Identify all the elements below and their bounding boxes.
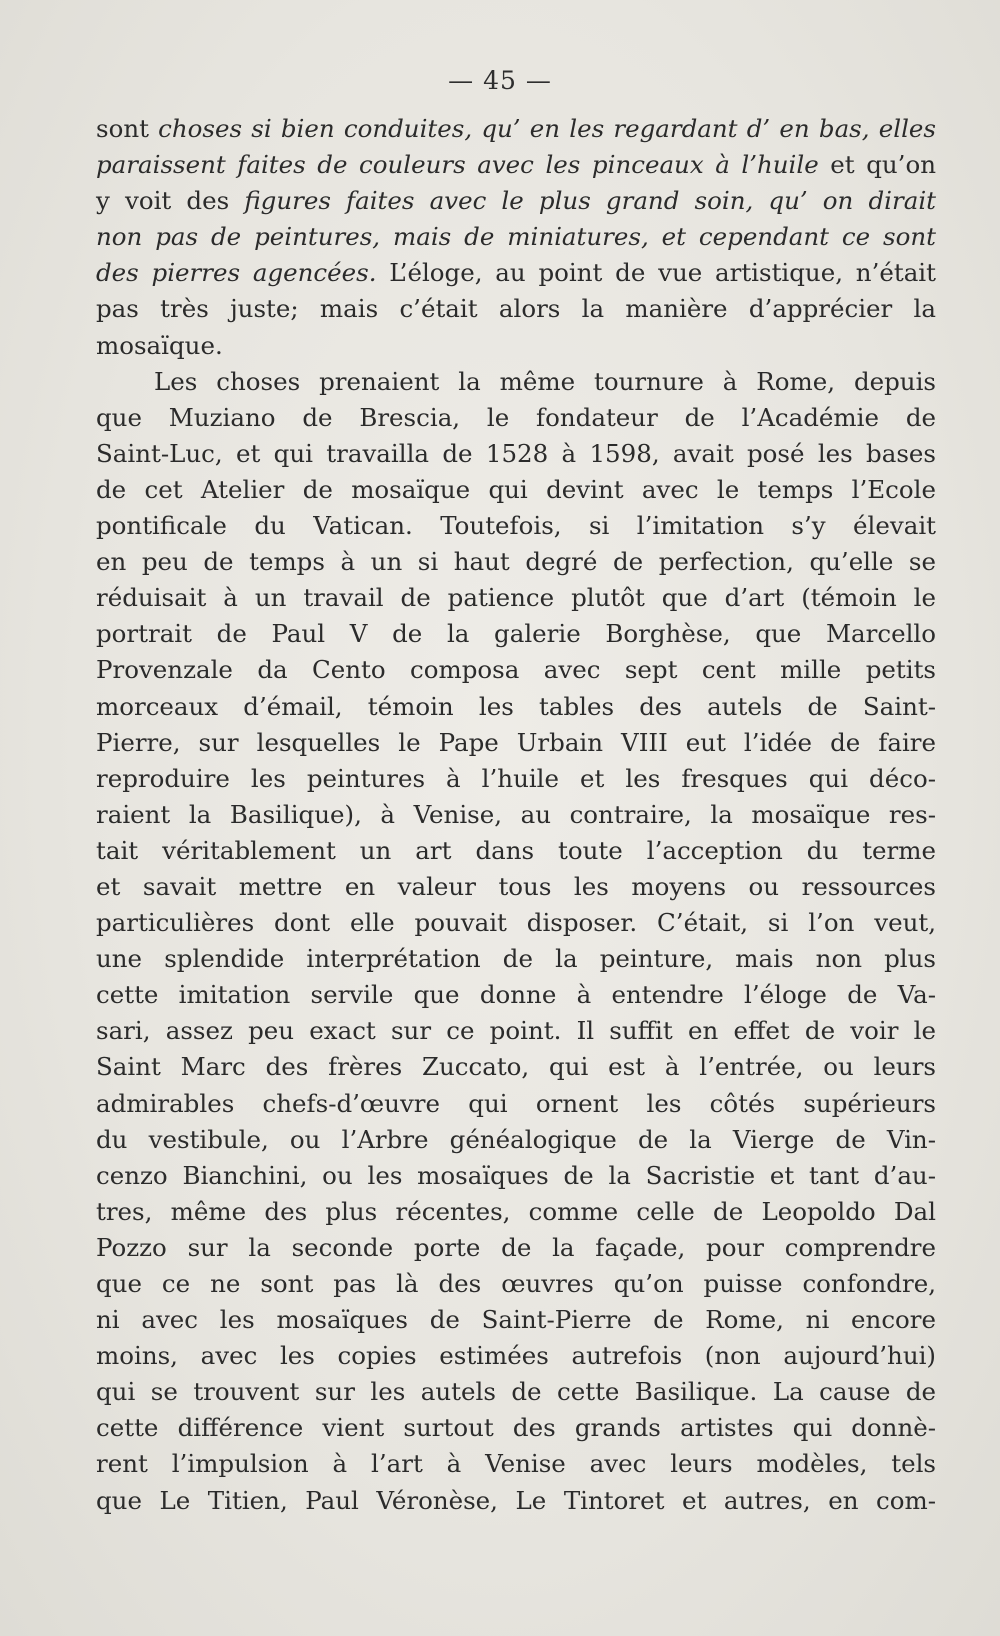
text-segment: moins, avec les copies estimées autrefois (non aujourd’hui)	[96, 1341, 936, 1371]
text-segment: admirables chefs-d’œuvre qui ornent les côtés supérieurs	[96, 1088, 936, 1118]
text-segment: que ce ne sont pas là des œuvres qu’on puisse confondre,	[96, 1269, 936, 1298]
text-segment: Provenzale da Cento composa avec sept cent mille petits	[96, 655, 936, 685]
page-number: — 45 —	[448, 66, 552, 95]
text-line	[96, 869, 936, 905]
text-line	[96, 1446, 936, 1482]
text-segment: que Le Titien, Paul Véronèse, Le Tintoret et autres, en com-	[96, 1485, 936, 1515]
text-line	[96, 147, 936, 183]
text-line	[96, 436, 936, 472]
italic-text-segment: non pas de peintures, mais de miniatures, et cependant ce sont	[96, 222, 936, 252]
text-segment: tres, même des plus récentes, comme celle de Leopoldo Dal	[96, 1196, 936, 1226]
text-segment: Saint Marc des frères Zuccato, qui est à l’entrée, ou leurs	[96, 1052, 936, 1082]
text-segment: Les choses prenaient la même tournure à Rome, depuis	[154, 366, 936, 396]
text-line	[96, 1086, 936, 1122]
italic-text-segment: paraissent faites de couleurs avec les pinceaux à l’huile	[96, 150, 819, 180]
text-line	[96, 328, 936, 364]
text-segment: du vestibule, ou l’Arbre généalogique de la Vierge de Vin-	[96, 1124, 936, 1154]
text-line	[96, 472, 936, 508]
text-line	[96, 689, 936, 725]
text-segment: tait véritablement un art dans toute l’acception du terme	[96, 835, 936, 865]
text-line	[96, 905, 936, 941]
text-segment: en peu de temps à un si haut degré de perfection, qu’elle se	[96, 547, 936, 577]
text-line	[96, 291, 936, 327]
text-line	[96, 761, 936, 797]
text-segment: cette imitation servile que donne à entendre l’éloge de Va-	[96, 980, 936, 1010]
text-segment: particulières dont elle pouvait disposer. C’était, si l’on veut,	[96, 908, 936, 938]
text-line	[96, 1266, 936, 1302]
text-line	[96, 1049, 936, 1085]
text-segment: y voit des	[96, 186, 245, 216]
text-line	[96, 1483, 936, 1519]
text-line	[96, 400, 936, 436]
text-segment: Pozzo sur la seconde porte de la façade, pour comprendre	[96, 1232, 936, 1262]
text-line	[96, 1013, 936, 1049]
text-line	[96, 544, 936, 580]
text-segment: portrait de Paul V de la galerie Borghèse, que Marcello	[96, 619, 936, 649]
text-segment: sari, assez peu exact sur ce point. Il suffit en effet de voir le	[96, 1016, 936, 1046]
text-segment: Saint-Luc, et qui travailla de 1528 à 1598, avait posé les bases	[96, 438, 936, 468]
text-line	[96, 1194, 936, 1230]
text-segment: cenzo Bianchini, ou les mosaïques de la Sacristie et tant d’au-	[96, 1160, 936, 1190]
text-line	[96, 364, 936, 400]
text-segment: reproduire les peintures à l’huile et les fresques qui déco-	[96, 763, 936, 793]
text-line	[96, 797, 936, 833]
text-segment: sont	[96, 114, 159, 143]
text-segment: cette différence vient surtout des grands artistes qui donnè-	[96, 1413, 936, 1443]
italic-text-segment: figures faites avec le plus grand soin, qu’ on dirait	[244, 186, 937, 216]
text-line	[96, 1230, 936, 1266]
text-segment: pas très juste; mais c’était alors la manière d’apprécier la	[96, 294, 936, 324]
text-segment: morceaux d’émail, témoin les tables des autels de Saint-	[96, 691, 936, 721]
italic-text-segment: choses si bien conduites, qu’ en les regardant d’ en bas, elles	[158, 114, 936, 143]
text-line	[96, 833, 936, 869]
text-segment: de cet Atelier de mosaïque qui devint avec le temps l’Ecole	[96, 474, 936, 504]
text-segment: et qu’on	[818, 150, 936, 180]
text-line	[96, 941, 936, 977]
text-segment: et savait mettre en valeur tous les moyens ou ressources	[96, 871, 936, 901]
text-segment: ni avec les mosaïques de Saint-Pierre de Rome, ni encore	[96, 1305, 936, 1335]
text-segment: pontificale du Vatican. Toutefois, si l’imitation s’y élevait	[96, 511, 936, 541]
body-text	[96, 111, 936, 1519]
text-line	[96, 508, 936, 544]
text-line	[96, 652, 936, 688]
text-segment: Pierre, sur lesquelles le Pape Urbain VIII eut l’idée de faire	[96, 727, 936, 757]
text-segment: L’éloge, au point de vue artistique, n’était	[376, 258, 936, 288]
text-segment: mosaïque.	[96, 330, 223, 360]
text-segment: raient la Basilique), à Venise, au contraire, la mosaïque res-	[96, 799, 936, 829]
text-line	[96, 1122, 936, 1158]
text-line	[96, 580, 936, 616]
text-line	[96, 1302, 936, 1338]
text-segment: qui se trouvent sur les autels de cette Basilique. La cause de	[96, 1377, 936, 1407]
text-line	[96, 111, 936, 147]
text-line	[96, 1410, 936, 1446]
text-line	[96, 1158, 936, 1194]
text-line	[96, 183, 936, 219]
italic-text-segment: des pierres agencées.	[96, 258, 377, 288]
text-line	[96, 725, 936, 761]
text-line	[96, 219, 936, 255]
text-line	[96, 1338, 936, 1374]
text-line	[96, 255, 936, 291]
text-line	[96, 977, 936, 1013]
text-segment: rent l’impulsion à l’art à Venise avec leurs modèles, tels	[96, 1449, 936, 1479]
text-segment: une splendide interprétation de la peinture, mais non plus	[96, 944, 936, 974]
text-line	[96, 616, 936, 652]
text-line	[96, 1374, 936, 1410]
text-segment: réduisait à un travail de patience plutôt que d’art (témoin le	[96, 583, 936, 613]
text-segment: que Muziano de Brescia, le fondateur de l’Académie de	[96, 402, 936, 432]
